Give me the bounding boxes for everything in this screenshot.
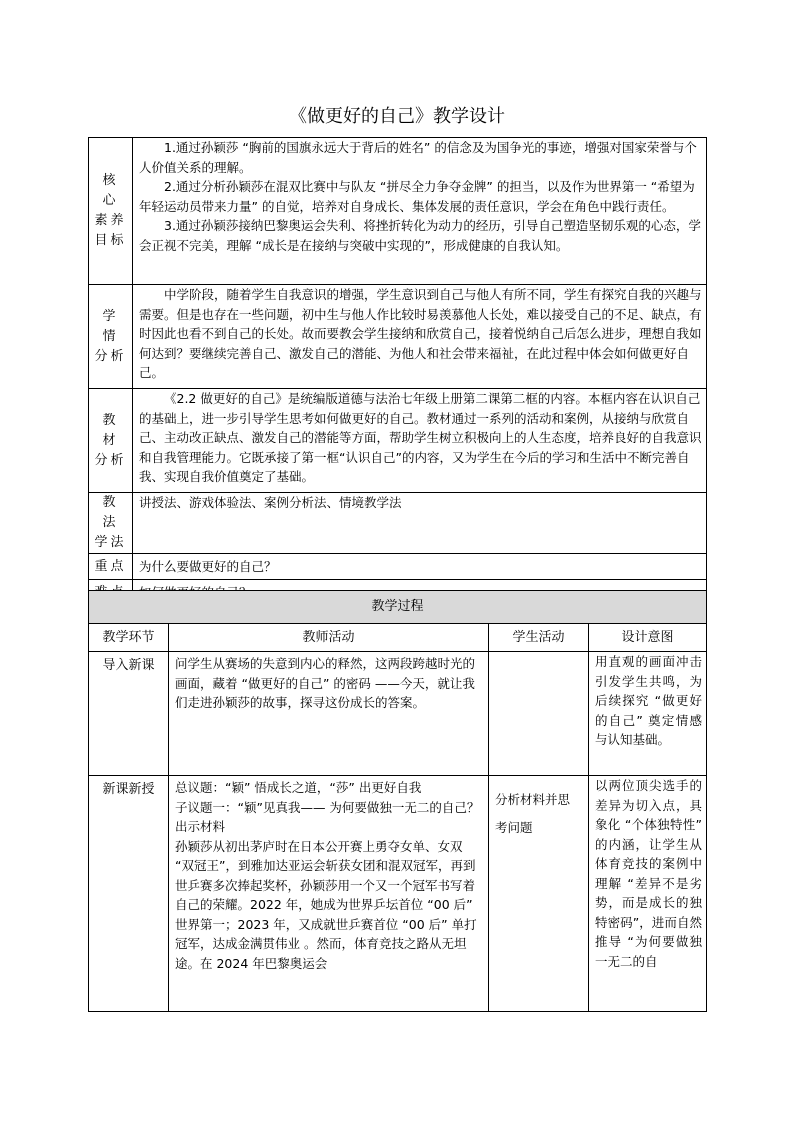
overview-table xyxy=(88,137,707,607)
column-header: 学生活动 xyxy=(489,624,589,652)
process-header-row xyxy=(89,624,707,652)
column-header: 设计意图 xyxy=(589,624,707,652)
column-header: 教师活动 xyxy=(169,624,489,652)
section-label: 核 心 素养 目标 xyxy=(89,138,133,285)
page-title: 《做更好的自己》教学设计 xyxy=(289,106,505,127)
section-row-keypoint xyxy=(89,554,707,580)
teacher-activity-cell: 问学生从赛场的失意到内心的释然，这两段跨越时光的画面，藏着 “做更好的自己” 的密码 ——今天，就让我们走进孙颖莎的故事，探寻这份成长的答案。 xyxy=(169,652,489,776)
process-table xyxy=(88,590,707,1012)
design-intent-cell: 以两位顶尖选手的差异为切入点，具象化 “个体独特性” 的内涵，让学生从体育竞技的案例中理解 “差异不是劣势，而是成长的独特密码”，进而自然推导 “为何要做独一无二的自 xyxy=(589,776,707,1012)
student-activity-cell: 分析材料并思考问题 xyxy=(489,776,589,1012)
section-row-methods xyxy=(89,493,707,554)
design-intent-cell: 用直观的画面冲击引发学生共鸣，为后续探究 “做更好的自己” 奠定情感与认知基础。 xyxy=(589,652,707,776)
table-row xyxy=(89,652,707,776)
section-row-learners xyxy=(89,285,707,389)
column-header: 教学环节 xyxy=(89,624,169,652)
section-content: 为什么要做更好的自己？ xyxy=(133,554,707,580)
teacher-activity-cell: 总议题：“颖” 悟成长之道，“莎” 出更好自我 子议题一：“颖”见真我—— 为何要做独一无二的自己？ 出示材料 孙颖莎从初出茅庐时在日本公开赛上勇夺女单、女双 “双冠王”，到雅加达亚运会斩获女团和混双冠军，再到世乒赛多次捧起奖杯，孙颖莎用一个又一个冠军书写着自己的荣耀。2022 年，她成为世界乒坛首位 “00 后” 世界第一；2023 年，又成就世乒赛首位 “00 后” 单打冠军，达成金满贯伟业 。然而，体育竞技之路从无坦途。在 2024 年巴黎奥运会 xyxy=(169,776,489,1012)
section-row-textbook xyxy=(89,389,707,493)
section-content: 1.通过孙颖莎 “胸前的国旗永远大于背后的姓名” 的信念及为国争光的事迹，增强对国家荣誉与个人价值关系的理解。 2.通过分析孙颖莎在混双比赛中与队友 “拼尽全力争夺金牌” 的担当，以及作为世界第一 “希望为年轻运动员带来力量” 的自觉，培养对自身成长、集体发展的责任意识，学会在角色中践行责任。 3.通过孙颖莎接纳巴黎奥运会失利、将挫折转化为动力的经历，引导自己塑造坚韧乐观的心态，学会正视不完美，理解 “成长是在接纳与突破中实现的”，形成健康的自我认知。 xyxy=(133,138,707,285)
section-label: 教 材 分析 xyxy=(89,389,133,493)
section-row-goals xyxy=(89,138,707,285)
section-label: 重点 xyxy=(89,554,133,580)
section-label: 学 情 分析 xyxy=(89,285,133,389)
table-row xyxy=(89,776,707,1012)
student-activity-cell xyxy=(489,652,589,776)
process-title: 教学过程 xyxy=(89,591,707,624)
stage-cell: 导入新课 xyxy=(89,652,169,776)
section-content: 讲授法、游戏体验法、案例分析法、情境教学法 xyxy=(133,493,707,554)
stage-cell: 新课新授 xyxy=(89,776,169,1012)
section-content: 《2.2 做更好的自己》是统编版道德与法治七年级上册第二课第二框的内容。本框内容在认识自己的基础上，进一步引导学生思考如何做更好的自己。教材通过一系列的活动和案例，从接纳与欣赏自己、主动改正缺点、激发自己的潜能等方面，帮助学生树立积极向上的人生态度，培养良好的自我意识和自我管理能力。它既承接了第一框“认识自己”的内容，又为学生在今后的学习和生活中不断完善自我、实现自我价值奠定了基础。 xyxy=(133,389,707,493)
section-content: 中学阶段，随着学生自我意识的增强，学生意识到自己与他人有所不同，学生有探究自我的兴趣与需要。但是也存在一些问题，初中生与他人作比较时易羡慕他人长处，难以接受自己的不足、缺点，有时因此也看不到自己的长处。故而要教会学生接纳和欣赏自己，接着悦纳自己后怎么进步，理想自我如何达到？要继续完善自己、激发自己的潜能、为他人和社会带来福祉，在此过程中体会如何做更好自己。 xyxy=(133,285,707,389)
section-label: 教 法 学法 xyxy=(89,493,133,554)
